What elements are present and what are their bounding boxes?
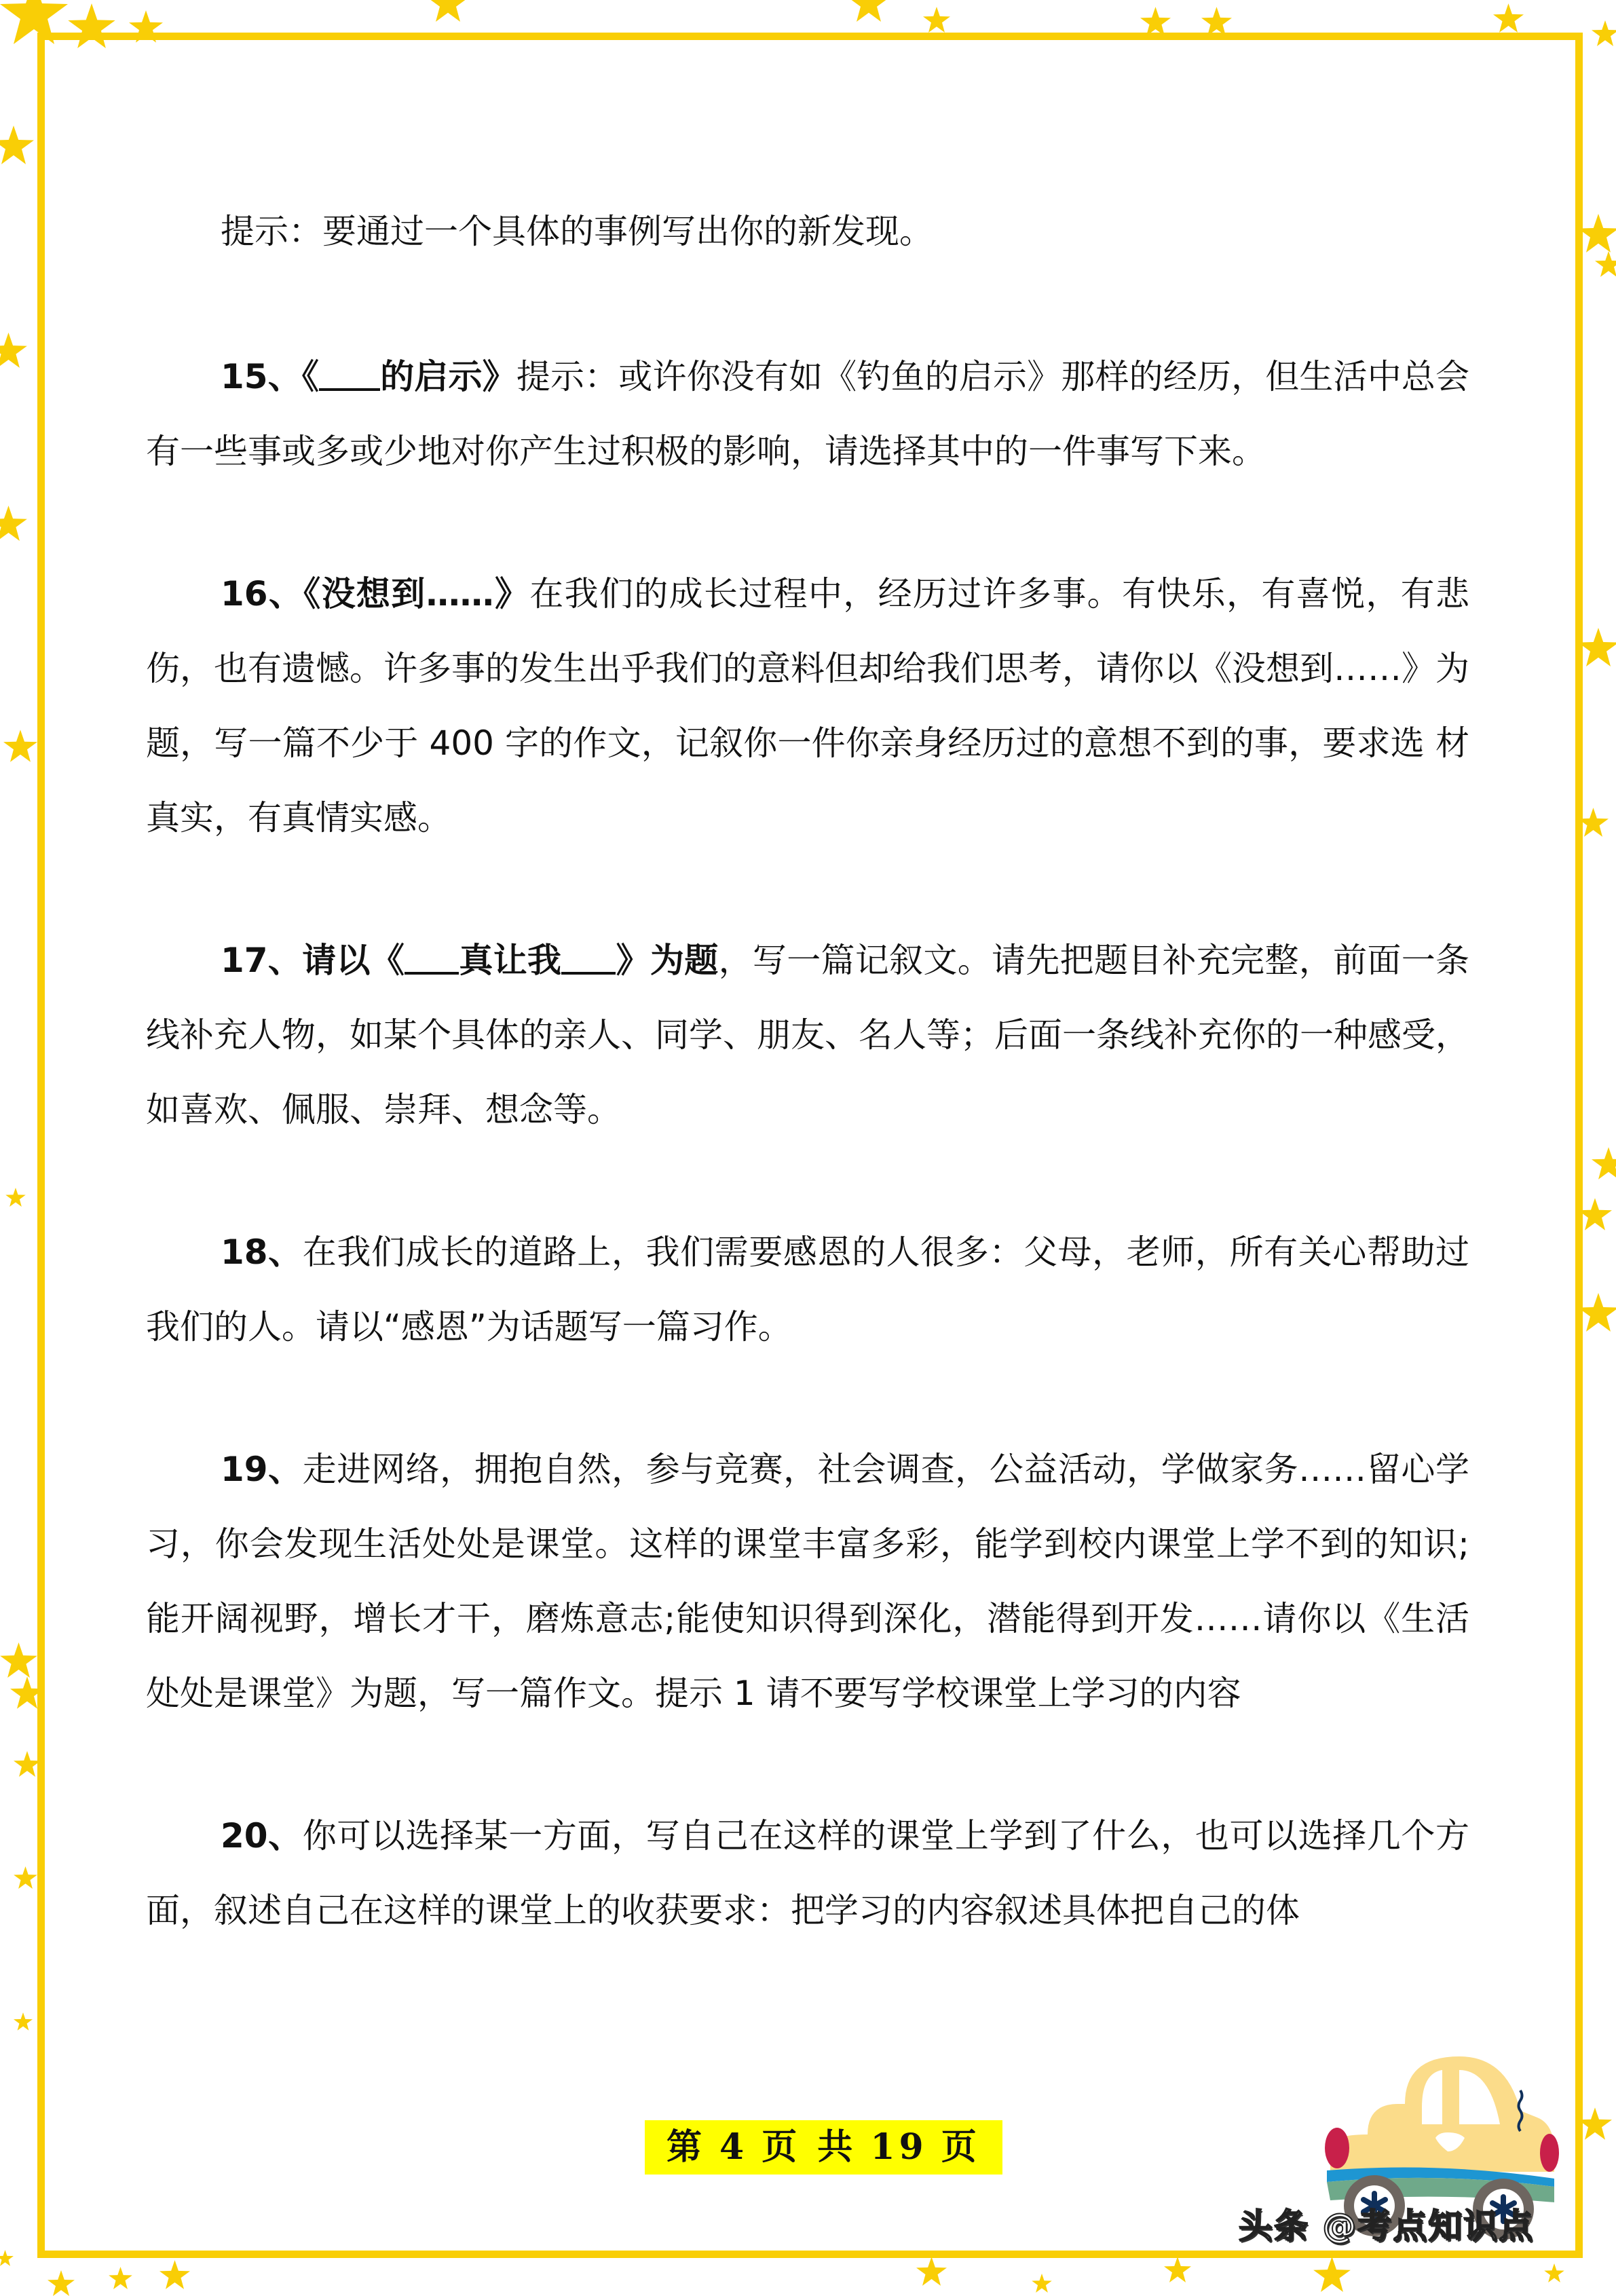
star-icon [1595,251,1616,277]
fill-blank [561,945,616,975]
star-icon [0,506,27,541]
star-icon [48,2270,75,2296]
star-icon [1578,1198,1612,1230]
item-title-part1: 请以《 [302,941,405,980]
item-16 [146,557,1469,855]
total-pages: 19 [870,2126,928,2168]
star-icon [923,7,950,33]
item-19 [146,1432,1469,1731]
item-title-suffix: 的启示》 [380,357,516,396]
item-number: 18、 [221,1232,303,1272]
item-18 [146,1215,1469,1364]
item-body: 走进网络，拥抱自然，参与竞赛，社会调查，公益活动，学做家务……留心学习，你会发现生活处处是课堂。这样的课堂丰富多彩，能学到校内课堂上学不到的知识;能开阔视野，增长才干，磨炼意志;能使知识得到深化，潜能得到开发……请你以《生活处处是课堂》为题，写一篇作文。提示 1 请不要写学校课堂上学习的内容 [146,1450,1469,1713]
star-icon [916,2257,947,2286]
current-page: 4 [719,2126,749,2168]
item-number: 15、 [221,357,302,396]
item-title-part2: 真让我 [459,941,562,980]
star-icon [5,1188,26,1207]
item-number: 17、 [221,941,303,980]
star-icon [428,0,468,22]
item-15 [146,339,1469,489]
star-icon [109,2267,132,2289]
star-icon [1140,7,1171,36]
star-icon [0,1642,37,1678]
star-icon [3,730,37,762]
star-icon [1578,1293,1616,1332]
fill-blank [405,945,459,975]
star-icon [1313,2257,1351,2292]
item-title-prefix: 《 [301,357,320,396]
footer-suffix: 页 [941,2126,981,2168]
star-icon [1578,628,1616,666]
footer-middle: 页 共 [762,2126,857,2168]
item-title-part3: 》为题 [616,941,719,980]
item-number: 20、 [221,1816,303,1856]
hint-intro: 提示：要通过一个具体的事例写出你的新发现。 [221,212,933,251]
item-title: 《没想到……》 [303,574,530,614]
star-icon [0,333,27,368]
star-icon [1493,3,1524,33]
star-icon [848,0,889,22]
star-icon [1578,2107,1612,2140]
item-20 [146,1799,1469,1948]
star-icon [1032,2274,1052,2293]
star-icon [0,2250,14,2266]
star-icon [1578,214,1616,252]
footer-prefix: 第 [666,2126,707,2168]
document-body [146,339,1469,1948]
watermark: 头条 @考点知识点 [1239,2206,1535,2246]
star-icon [1592,20,1616,46]
star-icon [1201,7,1232,36]
star-icon [1164,2257,1191,2282]
star-icon [1592,1147,1616,1180]
star-icon [14,2012,33,2031]
item-number: 16、 [221,574,304,614]
fill-blank [319,361,380,391]
star-icon [14,1751,41,1777]
item-body: 你可以选择某一方面，写自己在这样的课堂上学到了什么，也可以选择几个方面，叙述自己在这样的课堂上的收获要求：把学习的内容叙述具体把自己的体 [146,1816,1469,1930]
item-number: 19、 [221,1450,303,1489]
page-number-footer [645,2120,1002,2175]
star-icon [1544,2263,1564,2282]
item-body: ，写一篇记叙文。请先把题目补充完整，前面一条线补充人物，如某个具体的亲人、同学、朋友、名人等；后面一条线补充你的一种感受，如喜欢、佩服、崇拜、想念等。 [146,941,1470,1129]
item-body: 在我们成长的道路上，我们需要感恩的人很多：父母，老师，所有关心帮助过我们的人。请以“感恩”为话题写一篇习作。 [146,1232,1469,1347]
item-body: 提示：或许你没有如《钓鱼的启示》那样的经历，但生活中总会有一些事或多或少地对你产生过积极的影响，请选择其中的一件事写下来。 [146,357,1469,471]
star-icon [14,1866,37,1889]
item-17 [146,923,1469,1147]
star-icon [0,126,34,164]
item-body: 在我们的成长过程中，经历过许多事。有快乐，有喜悦，有悲伤，也有遗憾。许多事的发生出乎我们的意料但却给我们思考，请你以《没想到……》为题，写一篇不少于 400 字的作文，记叙你一件你亲身经历过的意想不到的事，要求选 材真实，有真情实感。 [146,574,1470,838]
